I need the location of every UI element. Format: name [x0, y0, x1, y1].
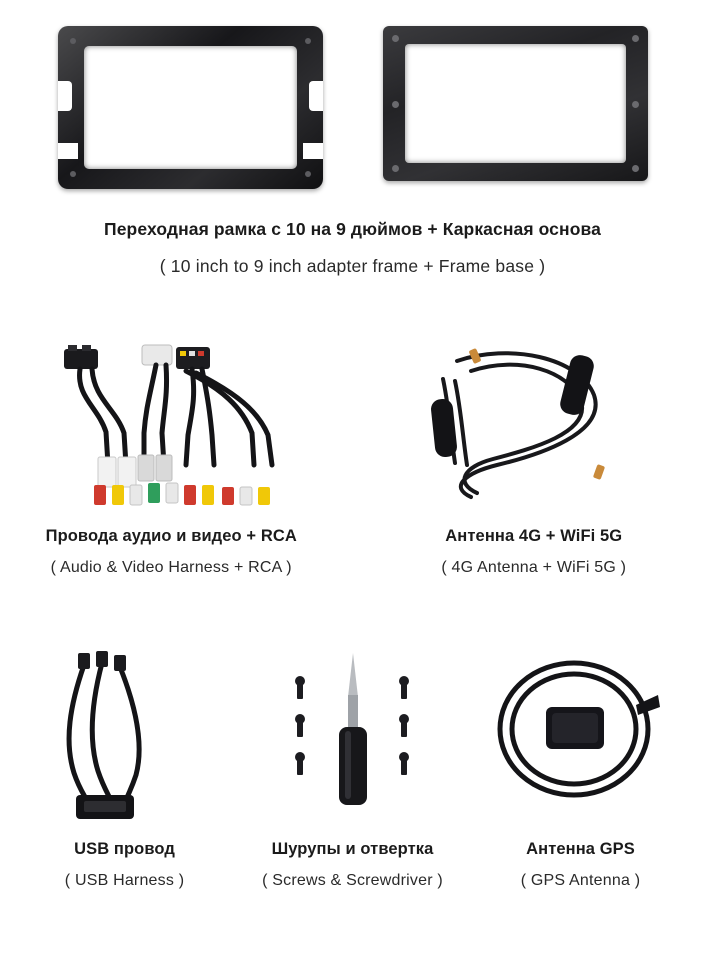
antenna-column	[363, 337, 705, 577]
antenna-svg	[419, 337, 649, 512]
gps-caption-en: ( GPS Antenna )	[520, 872, 641, 889]
antenna-caption-ru: Антенна 4G + WiFi 5G	[445, 527, 623, 545]
usb-caption-ru: USB провод	[74, 840, 175, 858]
wiring-harness-svg	[46, 337, 296, 512]
adapter-frame-photo	[58, 26, 323, 189]
gps-antenna-photo	[467, 645, 695, 830]
usb-cable-photo	[11, 645, 239, 830]
section-frames	[0, 0, 705, 277]
harness-column	[0, 337, 343, 577]
screwdriver-svg	[263, 645, 443, 825]
frames-caption-en: ( 10 inch to 9 inch adapter frame + Frame base )	[159, 256, 546, 276]
section-accessories	[0, 645, 705, 890]
frame-base-photo	[383, 26, 648, 181]
wiring-harness-photo	[0, 337, 343, 517]
usb-caption-en: ( USB Harness )	[64, 872, 185, 889]
gps-antenna-svg	[486, 645, 676, 825]
frames-image-row	[0, 26, 705, 191]
usb-cable-svg	[40, 645, 210, 825]
harness-caption-en: ( Audio & Video Harness + RCA )	[50, 559, 292, 576]
frames-caption-ru: Переходная рамка с 10 на 9 дюймов + Каркасная основа	[104, 219, 601, 239]
screws-caption-ru: Шурупы и отвертка	[271, 840, 434, 858]
gps-column	[467, 645, 695, 890]
section-harness	[0, 337, 705, 577]
usb-column	[11, 645, 239, 890]
screws-column	[239, 645, 467, 890]
antenna-caption-en: ( 4G Antenna + WiFi 5G )	[441, 559, 627, 576]
gps-caption-ru: Антенна GPS	[526, 840, 635, 858]
screws-caption-en: ( Screws & Screwdriver )	[262, 872, 443, 889]
antenna-photo	[363, 337, 705, 517]
harness-caption-ru: Провода аудио и видео + RCA	[45, 527, 297, 545]
screwdriver-photo	[239, 645, 467, 830]
